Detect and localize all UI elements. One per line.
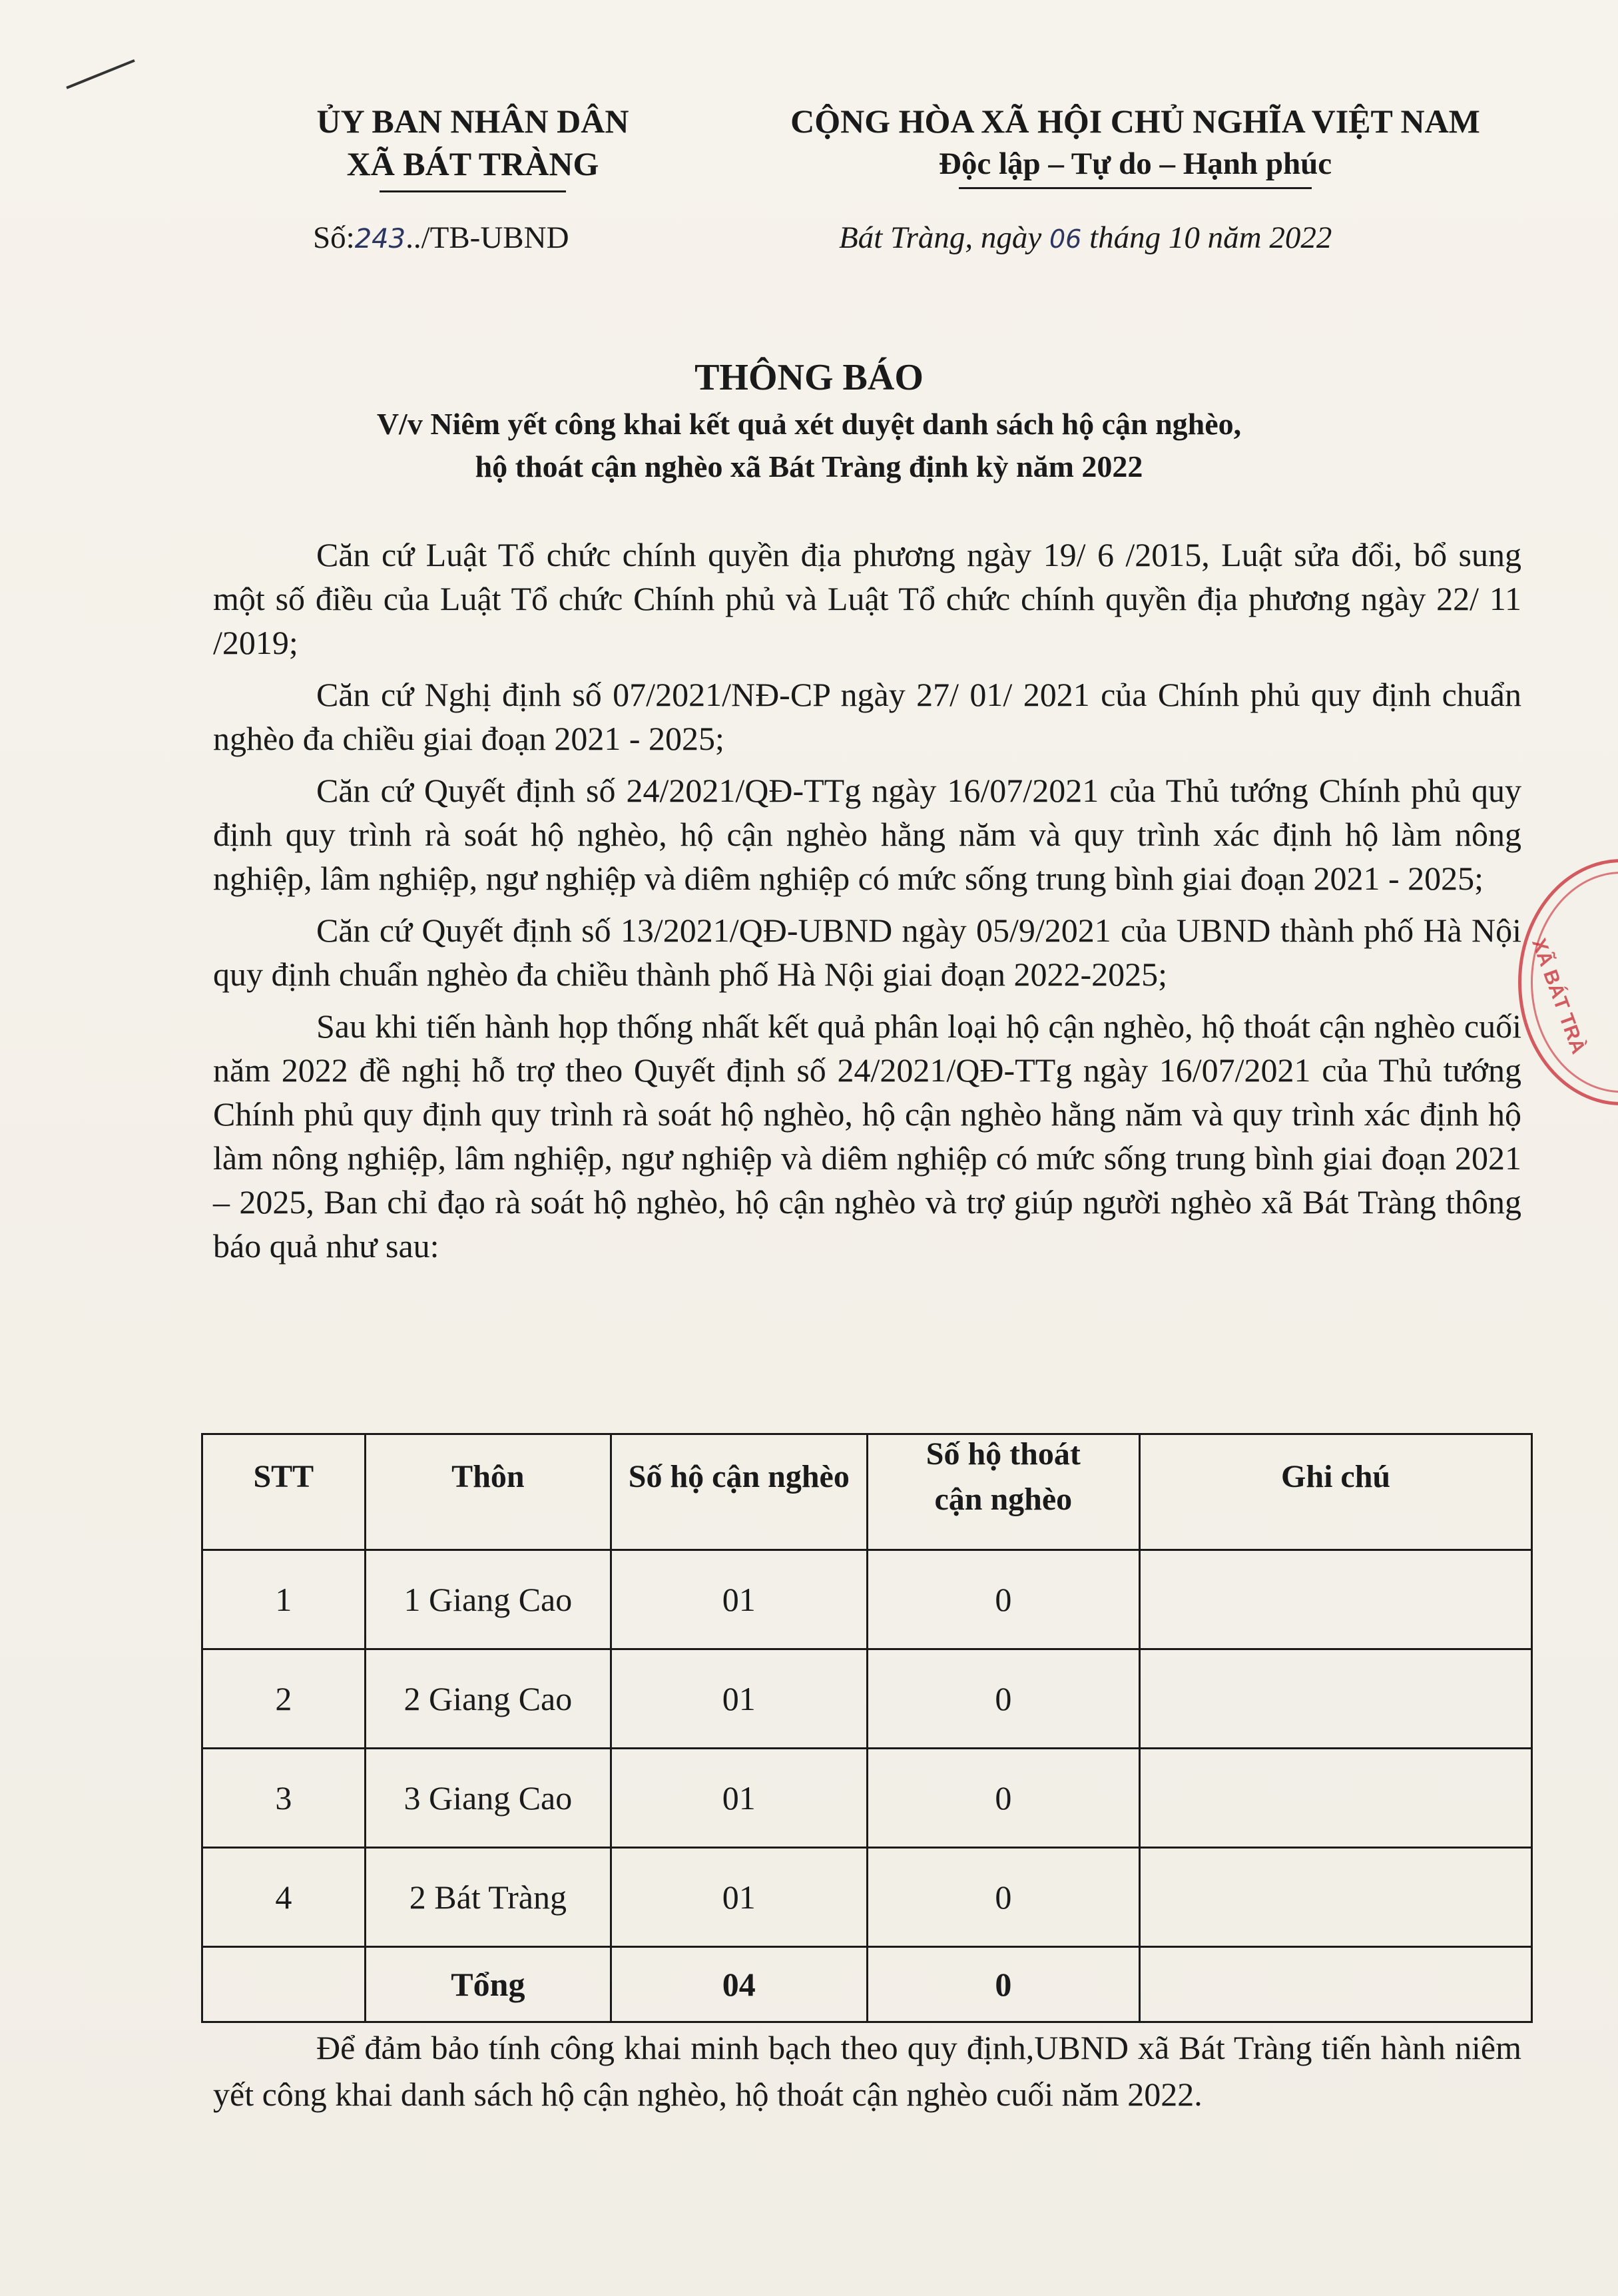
household-table bbox=[201, 1433, 1533, 2023]
pen-mark bbox=[66, 59, 135, 89]
table-cell: 0 bbox=[867, 1550, 1140, 1649]
table-row bbox=[202, 1749, 1532, 1848]
table-cell bbox=[1140, 1947, 1532, 2022]
authority-line-1: ỦY BAN NHÂN DÂN bbox=[316, 103, 629, 140]
table-cell: 1 bbox=[202, 1550, 366, 1649]
table-cell bbox=[1140, 1749, 1532, 1848]
motto: Độc lập – Tự do – Hạnh phúc bbox=[939, 143, 1332, 185]
column-header: Ghi chú bbox=[1140, 1434, 1532, 1550]
authority-underline bbox=[380, 190, 566, 192]
date-prefix: Bát Tràng, ngày bbox=[839, 220, 1042, 255]
subject-line-1: V/v Niêm yết công khai kết quả xét duyệt danh sách hộ cận nghèo, bbox=[376, 407, 1242, 441]
column-header: Thôn bbox=[365, 1434, 611, 1550]
table-cell: 01 bbox=[611, 1749, 867, 1848]
column-header: STT bbox=[202, 1434, 366, 1550]
table-cell: 2 Giang Cao bbox=[365, 1649, 611, 1749]
table-cell: 3 bbox=[202, 1749, 366, 1848]
document-date bbox=[839, 220, 1332, 256]
table-cell: 01 bbox=[611, 1848, 867, 1947]
table-cell bbox=[1140, 1550, 1532, 1649]
number-suffix: ../TB-UBND bbox=[405, 220, 569, 255]
table-total-row bbox=[202, 1947, 1532, 2022]
table-cell: 1 Giang Cao bbox=[365, 1550, 611, 1649]
table-cell: 2 Bát Tràng bbox=[365, 1848, 611, 1947]
table-cell: 2 bbox=[202, 1649, 366, 1749]
handwritten-day: 06 bbox=[1049, 224, 1082, 254]
paragraph: Căn cứ Nghị định số 07/2021/NĐ-CP ngày 27/ 01/ 2021 của Chính phủ quy định chuẩn nghèo đa chiều giai đoạn 2021 - 2025; bbox=[213, 676, 1521, 757]
document-body bbox=[213, 533, 1521, 1276]
paragraph: Để đảm bảo tính công khai minh bạch theo quy định,UBND xã Bát Tràng tiến hành niêm yết công khai danh sách hộ cận nghèo, hộ thoát cận nghèo cuối năm 2022. bbox=[213, 2029, 1521, 2113]
nation-name: CỘNG HÒA XÃ HỘI CHỦ NGHĨA VIỆT NAM bbox=[790, 103, 1480, 140]
table-cell: 0 bbox=[867, 1649, 1140, 1749]
document-number bbox=[313, 220, 569, 256]
seal-text: XÃ BÁT TRÀ bbox=[1527, 936, 1590, 1057]
paragraph: Căn cứ Quyết định số 24/2021/QĐ-TTg ngày 16/07/2021 của Thủ tướng Chính phủ quy định quy trình rà soát hộ nghèo, hộ cận nghèo hằng năm và quy trình xác định hộ làm nông nghiệp, lâm nghiệp, ngư nghiệp và diêm nghiệp có mức sống trung bình giai đoạn 2021 - 2025; bbox=[213, 772, 1521, 897]
table-cell: 4 bbox=[202, 1848, 366, 1947]
column-header: Số hộ cận nghèo bbox=[611, 1434, 867, 1550]
issuing-authority bbox=[233, 100, 712, 185]
authority-line-2: XÃ BÁT TRÀNG bbox=[346, 145, 599, 182]
paragraph: Căn cứ Quyết định số 13/2021/QĐ-UBND ngày 05/9/2021 của UBND thành phố Hà Nội quy định chuẩn nghèo đa chiều thành phố Hà Nội giai đoạn 2022-2025; bbox=[213, 912, 1521, 993]
paragraph: Sau khi tiến hành họp thống nhất kết quả phân loại hộ cận nghèo, hộ thoát cận nghèo cuối năm 2022 đề nghị hỗ trợ theo Quyết định số 24/2021/QĐ-TTg ngày 16/07/2021 của Thủ tướng Chính phủ quy định quy trình rà soát hộ nghèo, hộ cận nghèo hằng năm và quy trình xác định hộ làm nông nghiệp, lâm nghiệp, ngư nghiệp và diêm nghiệp có mức sống trung bình giai đoạn 2021 – 2025, Ban chỉ đạo rà soát hộ nghèo, hộ cận nghèo và trợ giúp người nghèo xã Bát Tràng thông báo quả như sau: bbox=[213, 1007, 1521, 1265]
total-near-poor: 04 bbox=[611, 1947, 867, 2022]
table-row bbox=[202, 1848, 1532, 1947]
table-row bbox=[202, 1649, 1532, 1749]
table-cell: 01 bbox=[611, 1649, 867, 1749]
date-suffix: tháng 10 năm 2022 bbox=[1089, 220, 1332, 255]
column-header: Số hộ thoát cận nghèo bbox=[867, 1434, 1140, 1550]
subject-line-2: hộ thoát cận nghèo xã Bát Tràng định kỳ năm 2022 bbox=[475, 449, 1143, 483]
total-exited: 0 bbox=[867, 1947, 1140, 2022]
table-row bbox=[202, 1550, 1532, 1649]
table-header-row bbox=[202, 1434, 1532, 1550]
table-cell bbox=[1140, 1848, 1532, 1947]
document-subject bbox=[0, 403, 1618, 488]
table-cell: 01 bbox=[611, 1550, 867, 1649]
paragraph: Căn cứ Luật Tổ chức chính quyền địa phương ngày 19/ 6 /2015, Luật sửa đổi, bổ sung một số điều của Luật Tổ chức Chính phủ và Luật Tổ chức chính quyền địa phương ngày 22/ 11 /2019; bbox=[213, 536, 1521, 661]
table-cell bbox=[202, 1947, 366, 2022]
closing-paragraph bbox=[213, 2024, 1521, 2118]
total-label: Tổng bbox=[365, 1947, 611, 2022]
table-cell: 3 Giang Cao bbox=[365, 1749, 611, 1848]
handwritten-number: 243 bbox=[354, 224, 406, 254]
number-prefix: Số: bbox=[313, 220, 355, 255]
official-seal bbox=[1518, 859, 1618, 1105]
table-cell: 0 bbox=[867, 1848, 1140, 1947]
national-motto bbox=[746, 100, 1525, 192]
document-title: THÔNG BÁO bbox=[694, 357, 924, 398]
table-cell bbox=[1140, 1649, 1532, 1749]
table-cell: 0 bbox=[867, 1749, 1140, 1848]
